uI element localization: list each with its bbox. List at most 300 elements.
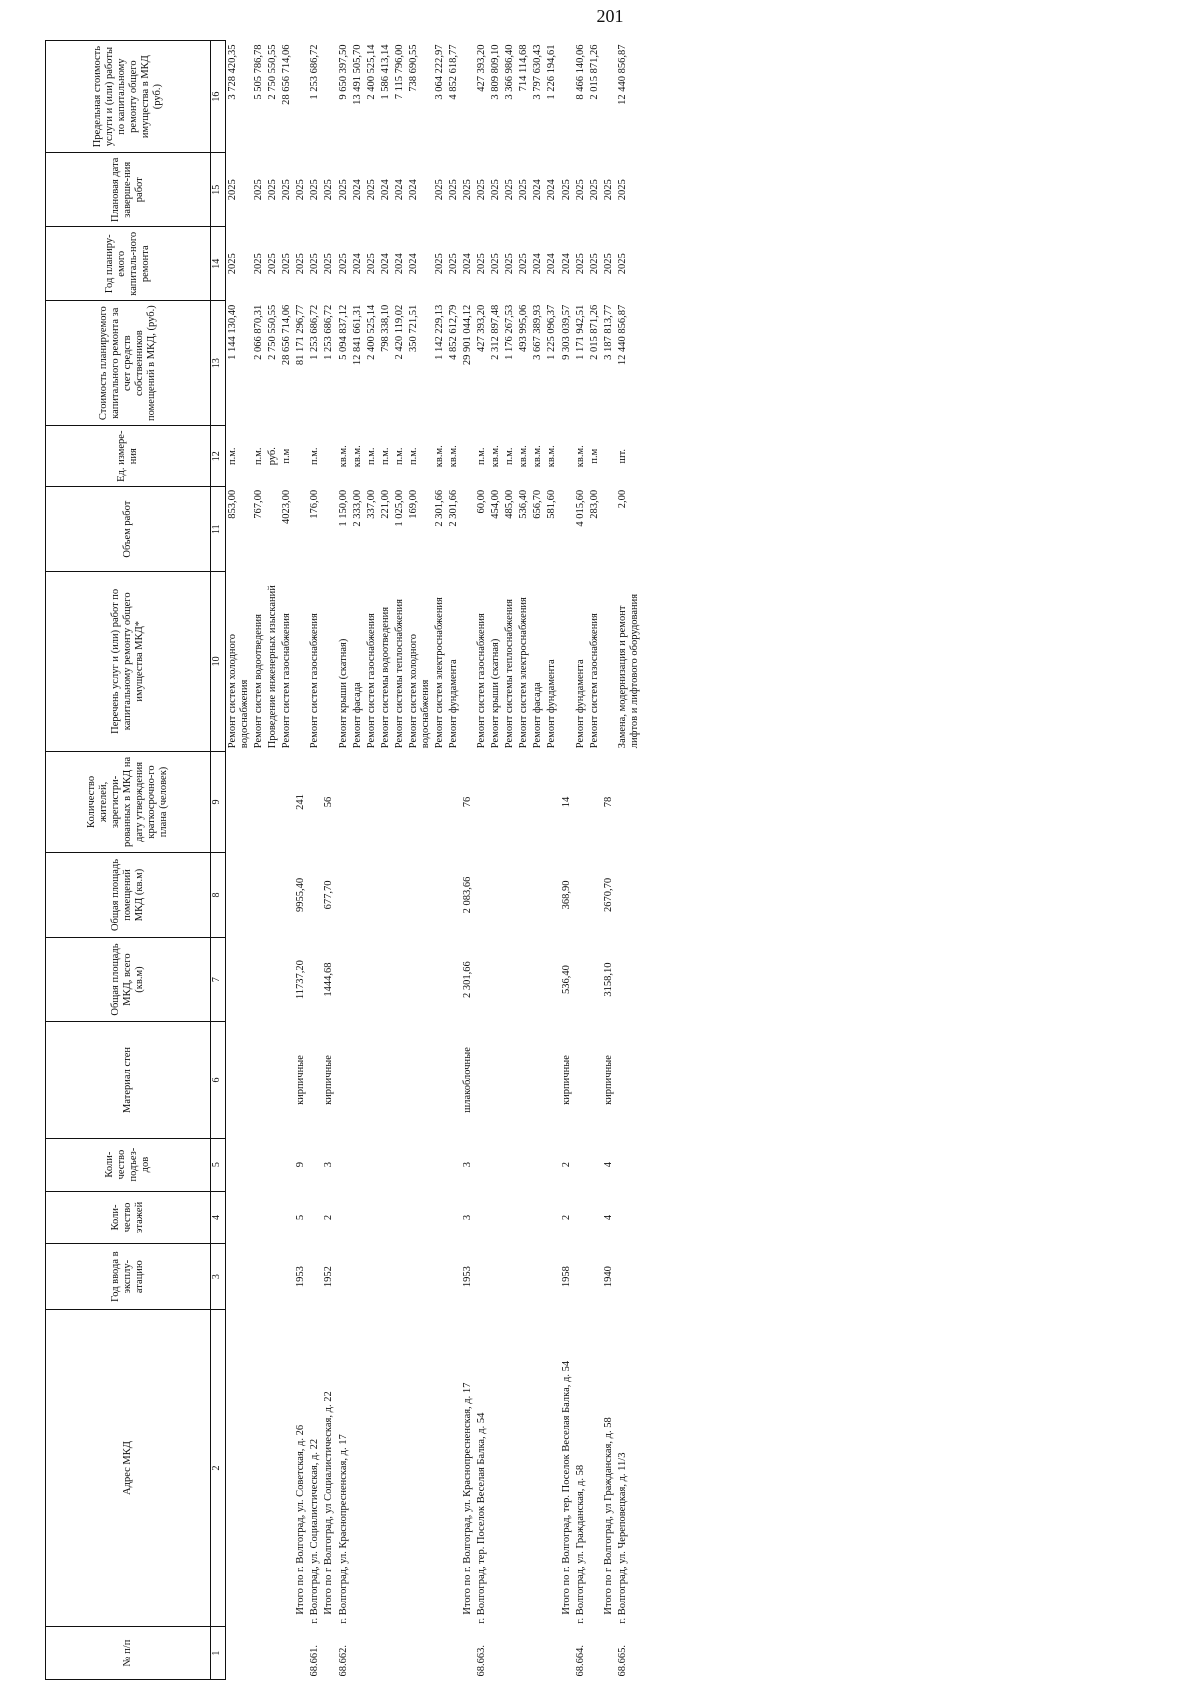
cell-num [503,1627,517,1680]
cell-num [602,1627,616,1680]
cell-num [560,1627,574,1680]
cell-addr [393,1309,407,1626]
cell-volume: 283,00 [588,489,600,519]
cell-unit: кв.м. [351,445,363,468]
cell-cost: 28 656 714,06 [281,304,293,366]
cell-unit: п.м. [504,447,516,465]
cell-entrances: 4 [602,1161,614,1168]
cell-area_total [545,937,559,1022]
cell-work: Ремонт крыши (скатная) [490,638,502,749]
cell-limit [560,41,574,153]
cell-year [308,1244,322,1310]
cell-addr: г. Волгоград, ул. Гражданская, д. 58 [574,1464,586,1624]
cell-entrances [308,1138,322,1191]
cell-plan_year: 2025 [602,253,614,275]
table-row [308,41,322,1680]
cell-num [588,1627,602,1680]
cell-entrances [545,1138,559,1191]
column-number: 14 [211,227,226,301]
column-header: Адрес МКД [46,1309,211,1626]
cell-entrances [517,1138,531,1191]
cell-work: Ремонт систем холодного водоснабжения [227,633,251,749]
column-header: Коли-чество подъез-дов [46,1138,211,1191]
cell-end_year: 2024 [532,179,544,201]
cell-floors [226,1191,253,1244]
cell-area_rooms [226,853,253,938]
cell-work [294,571,308,751]
column-number: 4 [211,1191,226,1244]
cell-work [322,571,336,751]
column-header: № п/п [46,1627,211,1680]
table-row [588,41,602,1680]
cell-addr [365,1309,379,1626]
cell-volume [322,487,336,572]
cell-floors [517,1191,531,1244]
cell-work: Ремонт фундамента [448,659,459,749]
cell-end_year: 2025 [616,179,628,201]
cell-year [531,1244,545,1310]
cell-end_year: 2025 [337,179,349,201]
cell-area_total [517,937,531,1022]
cell-work: Ремонт систем газоснабжения [281,613,293,749]
cell-floors [393,1191,407,1244]
cell-entrances [447,1138,461,1191]
cell-cost: 427 393,20 [476,304,488,353]
cell-entrances: 3 [323,1161,335,1168]
cell-plan_year: 2024 [379,253,391,275]
cell-cost: 2 066 870,31 [253,304,265,360]
cell-walls: шлакоблочные [462,1047,474,1113]
cell-plan_year: 2024 [546,253,558,275]
cell-entrances [574,1138,588,1191]
cell-unit: кв.м. [337,445,349,468]
cell-addr [489,1309,503,1626]
cell-entrances [226,1138,253,1191]
cell-cost: 1 171 942,51 [574,304,586,360]
cell-work [461,571,475,751]
cell-plan_year: 2025 [574,253,586,275]
cell-cost: 493 995,06 [518,304,530,353]
column-number: 5 [211,1138,226,1191]
cell-walls [475,1022,489,1138]
cell-unit: п.м. [309,447,321,465]
page-number: 201 [596,6,624,26]
cell-cost: 5 094 837,12 [337,304,349,360]
cell-unit: кв.м. [546,445,558,468]
cell-entrances [588,1138,602,1191]
cell-addr: Итого по г. Волгоград, ул. Советская, д. 26 [295,1424,307,1615]
cell-limit: 1 226 194,61 [546,44,558,100]
cell-end_year: 2025 [295,179,307,201]
cell-floors [475,1191,489,1244]
cell-entrances [433,1138,447,1191]
cell-residents [433,751,447,853]
cell-residents [393,751,407,853]
cell-year [517,1244,531,1310]
cell-unit: кв.м. [490,445,502,468]
cell-floors [433,1191,447,1244]
cell-area_rooms: 368,90 [560,880,572,910]
cell-num: 68.663. [476,1645,488,1677]
cell-limit: 8 466 140,06 [574,44,586,100]
cell-cost: 2 015 871,26 [588,304,600,360]
cell-walls [545,1022,559,1138]
cell-area_rooms [489,853,503,938]
cell-end_year: 2025 [462,179,474,201]
capital-repair-table [45,40,642,1680]
cell-unit: п.м. [393,447,405,465]
cell-walls [308,1022,322,1138]
cell-entrances [280,1138,294,1191]
cell-walls [517,1022,531,1138]
cell-residents [266,751,280,853]
cell-limit: 1 253 686,72 [309,44,321,100]
cell-plan_year: 2025 [281,253,293,275]
cell-limit [322,41,336,153]
cell-volume: 853,00 [227,489,238,519]
table-row [407,41,433,1680]
cell-addr [503,1309,517,1626]
cell-year [337,1244,351,1310]
cell-plan_year: 2024 [351,253,363,275]
cell-walls: кирпичные [602,1055,614,1105]
cell-area_rooms [616,853,642,938]
cell-area_rooms [379,853,393,938]
cell-area_total [280,937,294,1022]
cell-cost: 1 225 096,37 [546,304,558,360]
cell-addr: Итого по г Волгоград, ул Социалистическая, д. 22 [323,1391,335,1615]
cell-residents [379,751,393,853]
cell-residents [280,751,294,853]
table-row [351,41,365,1680]
cell-addr [588,1309,602,1626]
cell-floors [503,1191,517,1244]
table-row [433,41,447,1680]
cell-work: Ремонт фундамента [574,659,586,749]
cell-entrances [531,1138,545,1191]
cell-area_total [379,937,393,1022]
cell-volume: 1 025,00 [393,489,405,527]
cell-walls: кирпичные [295,1055,307,1105]
column-header: Коли-чество этажей [46,1191,211,1244]
cell-volume: 176,00 [309,489,321,519]
cell-cost: 4 852 612,79 [448,304,459,360]
table-row [616,41,642,1680]
column-header: Общая площадь МКД, всего (кв.м) [46,937,211,1022]
cell-floors [574,1191,588,1244]
cell-num [433,1627,447,1680]
column-header: Стоимость планируемого капитального ремонта за счет средств собственников помещений в МКД, (руб.) [46,301,211,426]
cell-limit: 3 064 222,97 [433,44,445,100]
cell-area_rooms [588,853,602,938]
cell-walls [503,1022,517,1138]
cell-walls [337,1022,351,1138]
cell-work: Ремонт систем электроснабжения [518,597,530,749]
total-row [322,41,336,1680]
cell-unit: кв.м. [532,445,544,468]
cell-walls [365,1022,379,1138]
cell-volume [461,487,475,572]
cell-residents [503,751,517,853]
cell-volume: 454,00 [490,489,502,519]
cell-residents [574,751,588,853]
cell-volume: 2,00 [616,489,628,509]
column-number: 15 [211,153,226,227]
cell-plan_year: 2025 [323,253,335,275]
cell-plan_year: 2025 [476,253,488,275]
cell-volume: 169,00 [407,489,419,519]
cell-cost: 2 750 550,55 [267,304,279,360]
cell-area_total [308,937,322,1022]
cell-area_total [365,937,379,1022]
table-row [379,41,393,1680]
cell-cost: 1 253 686,72 [309,304,321,360]
cell-addr [407,1309,433,1626]
total-row [602,41,616,1680]
cell-unit: кв.м. [574,445,586,468]
cell-work: Ремонт систем газоснабжения [309,613,321,749]
cell-year: 1958 [560,1266,572,1288]
cell-year [475,1244,489,1310]
cell-year [407,1244,433,1310]
cell-addr: г. Волгоград, ул. Череповецкая, д. 11/3 [616,1452,628,1624]
cell-residents [407,751,433,853]
cell-area_rooms [531,853,545,938]
cell-unit: п.м. [476,447,488,465]
cell-work: Ремонт системы водоотведения [379,606,391,749]
cell-num [252,1627,266,1680]
cell-addr: г. Волгоград, тер. Поселок Веселая Балка, д. 54 [476,1412,488,1624]
cell-limit: 427 393,20 [476,44,488,92]
cell-end_year: 2025 [365,179,377,201]
cell-num [280,1627,294,1680]
cell-cost: 81 171 296,77 [295,304,307,366]
cell-end_year: 2025 [560,179,572,201]
cell-area_total: 1444,68 [323,962,335,997]
cell-addr: г. Волгоград, ул. Краснопресненская, д. 17 [337,1434,349,1624]
total-row [294,41,308,1680]
cell-cost: 350 721,51 [407,304,419,353]
cell-cost: 1 176 267,53 [504,304,516,360]
cell-entrances [503,1138,517,1191]
cell-end_year: 2025 [574,179,586,201]
cell-limit: 13 491 505,70 [351,44,363,105]
cell-work [560,571,574,751]
cell-cost: 1 253 686,72 [323,304,335,360]
cell-num: 68.664. [574,1645,586,1677]
cell-entrances [616,1138,642,1191]
cell-cost: 1 142 229,13 [433,304,445,360]
cell-floors: 4 [602,1214,614,1221]
cell-walls [531,1022,545,1138]
cell-end_year: 2025 [253,179,265,201]
cell-floors [447,1191,461,1244]
cell-end_year: 2025 [448,179,459,201]
cell-num [489,1627,503,1680]
column-number: 2 [211,1309,226,1626]
cell-year [545,1244,559,1310]
cell-floors: 5 [295,1214,307,1221]
cell-limit: 4 852 618,77 [448,44,459,100]
cell-volume: 485,00 [504,489,516,519]
cell-cost: 29 901 044,12 [462,304,474,366]
cell-area_rooms: 9955,40 [295,877,307,913]
column-number: 7 [211,937,226,1022]
column-number: 6 [211,1022,226,1138]
cell-floors [379,1191,393,1244]
cell-area_rooms: 677,70 [323,880,335,910]
cell-cost: 2 420 119,02 [393,304,405,360]
cell-limit: 3 728 420,35 [227,44,238,100]
table-row [365,41,379,1680]
cell-plan_year: 2025 [309,253,321,275]
cell-unit: шт. [616,448,628,464]
cell-area_rooms [266,853,280,938]
cell-end_year: 2025 [433,179,445,201]
cell-limit: 1 586 413,14 [379,44,391,100]
cell-work: Замена, модернизация и ремонт лифтов и лифтового оборудования [616,593,640,749]
cell-addr: Итого по г Волгоград, ул Гражданская, д. 58 [602,1417,614,1615]
cell-walls [266,1022,280,1138]
cell-num [365,1627,379,1680]
cell-plan_year: 2024 [532,253,544,275]
cell-area_total: 536,40 [560,965,572,994]
cell-plan_year: 2024 [407,253,419,275]
cell-area_rooms [280,853,294,938]
cell-num: 68.662. [337,1645,349,1677]
cell-work: Проведение инженерных изысканий [267,585,279,749]
cell-cost: 3 187 813,77 [602,304,614,360]
cell-plan_year: 2025 [295,253,307,275]
cell-plan_year: 2025 [616,253,628,275]
cell-area_rooms [517,853,531,938]
cell-num [294,1627,308,1680]
cell-work: Ремонт систем водоотведения [253,614,265,749]
cell-plan_year: 2025 [518,253,530,275]
cell-addr [351,1309,365,1626]
cell-cost: 798 338,10 [379,304,391,353]
cell-residents [517,751,531,853]
cell-limit: 12 440 856,87 [616,44,628,105]
cell-addr [266,1309,280,1626]
cell-area_total [489,937,503,1022]
cell-walls [489,1022,503,1138]
cell-unit: п.м. [253,447,265,465]
cell-entrances [407,1138,433,1191]
table-row [475,41,489,1680]
cell-volume: 2 333,00 [351,489,363,527]
cell-area_total [503,937,517,1022]
cell-residents: 241 [295,794,307,810]
cell-entrances [393,1138,407,1191]
cell-num [266,1627,280,1680]
cell-year [266,1244,280,1310]
column-number: 12 [211,426,226,487]
cell-area_total [226,937,253,1022]
cell-num [545,1627,559,1680]
cell-unit [560,426,574,487]
cell-num [226,1627,253,1680]
cell-num [447,1627,461,1680]
cell-year [393,1244,407,1310]
cell-end_year: 2025 [309,179,321,201]
cell-unit: п.м [588,448,600,464]
cell-work: Ремонт фундамента [546,659,558,749]
cell-area_rooms [337,853,351,938]
column-number: 9 [211,751,226,853]
cell-limit: 2 400 525,14 [365,44,377,100]
cell-residents [531,751,545,853]
cell-year: 1953 [462,1266,474,1288]
cell-area_rooms [351,853,365,938]
cell-work: Ремонт системы теплоснабжения [504,599,516,749]
cell-walls [252,1022,266,1138]
cell-walls [574,1022,588,1138]
cell-unit [322,426,336,487]
cell-residents: 14 [560,796,572,808]
column-number: 16 [211,41,226,153]
cell-limit: 3 797 630,43 [532,44,544,100]
cell-volume: 2 301,66 [448,489,459,527]
column-header: Плановая дата заверше-ния работ [46,153,211,227]
cell-entrances [489,1138,503,1191]
cell-plan_year: 2025 [337,253,349,275]
cell-year [226,1244,253,1310]
cell-end_year: 2024 [379,179,391,201]
cell-entrances [475,1138,489,1191]
cell-floors [337,1191,351,1244]
cell-work: Ремонт систем газоснабжения [476,613,488,749]
cell-work: Ремонт систем газоснабжения [365,613,377,749]
cell-work: Ремонт фасада [532,682,544,749]
cell-cost: 2 312 897,48 [490,304,502,360]
cell-area_rooms [308,853,322,938]
cell-floors [616,1191,642,1244]
cell-cost: 12 841 661,31 [351,304,363,366]
cell-plan_year: 2025 [490,253,502,275]
cell-walls: кирпичные [323,1055,335,1105]
column-header: Объем работ [46,487,211,572]
cell-plan_year: 2025 [365,253,377,275]
cell-unit: кв.м. [518,445,530,468]
cell-year [447,1244,461,1310]
cell-area_rooms [503,853,517,938]
column-number: 3 [211,1244,226,1310]
cell-residents [365,751,379,853]
column-number: 13 [211,301,226,426]
cell-year [280,1244,294,1310]
cell-num [322,1627,336,1680]
cell-walls [588,1022,602,1138]
cell-limit: 9 650 397,50 [337,44,349,100]
cell-year [252,1244,266,1310]
cell-area_total [351,937,365,1022]
table-body [226,41,642,1680]
cell-work: Ремонт системы теплоснабжения [393,599,405,749]
column-header: Количество жителей, зарегистри-рованных в МКД на дату утверждения краткосрочно-го плана (человек) [46,751,211,853]
cell-area_rooms [574,853,588,938]
cell-area_total: 2 301,66 [462,961,474,998]
cell-floors [351,1191,365,1244]
column-header: Год планиру-емого капиталь-ного ремонта [46,227,211,301]
cell-num [531,1627,545,1680]
cell-year [616,1244,642,1310]
cell-entrances [337,1138,351,1191]
table-row [489,41,503,1680]
cell-walls [379,1022,393,1138]
cell-unit: п.м. [379,447,391,465]
cell-entrances: 2 [560,1161,572,1168]
